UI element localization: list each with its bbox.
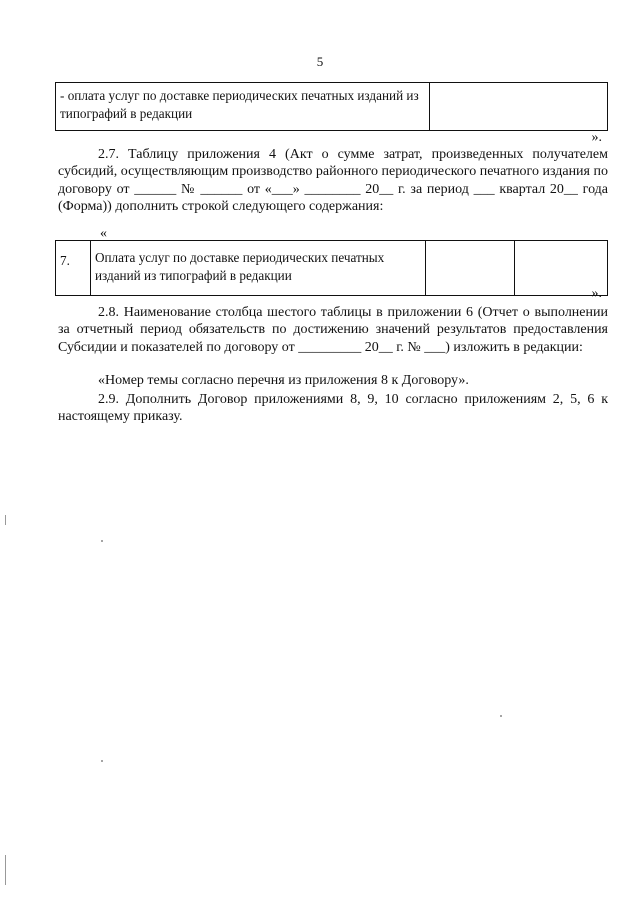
scan-speck bbox=[101, 760, 103, 762]
scan-edge-mark bbox=[5, 855, 6, 885]
scan-speck bbox=[500, 715, 502, 717]
paragraph-2-7: 2.7. Таблицу приложения 4 (Акт о сумме затрат, произведенных получателем субсидий, осуществляющим производство районного периодического печатного издания по договору от ______ № ______ от «___» ________ 20__ г. за период ___ квартал 20__ года (Форма)) дополнить строкой следующего содержания: bbox=[58, 147, 608, 215]
table-cell-text: Оплата услуг по доставке периодических печатных изданий из типографий в редакции bbox=[90, 241, 425, 296]
closing-quote: ». bbox=[591, 130, 602, 145]
table-cell-number: 7. bbox=[56, 241, 91, 296]
table-service-row-1 bbox=[55, 82, 608, 131]
table-row bbox=[56, 83, 608, 131]
table-cell-empty bbox=[430, 83, 608, 131]
scan-speck bbox=[101, 540, 103, 542]
paragraph-2-9: 2.9. Дополнить Договор приложениями 8, 9, 10 согласно приложениям 2, 5, 6 к настоящему приказу. bbox=[58, 392, 608, 425]
table-service-row-2 bbox=[55, 240, 608, 296]
table-cell-empty bbox=[426, 241, 515, 296]
table-cell-text: - оплата услуг по доставке периодических печатных изданий из типографий в редакции bbox=[56, 83, 430, 131]
table-row bbox=[56, 241, 608, 296]
closing-quote: ». bbox=[591, 286, 602, 301]
paragraph-2-8: 2.8. Наименование столбца шестого таблицы в приложении 6 (Отчет о выполнении за отчетный период обязательств по достижению значений результатов предоставления Субсидии и показателей по договору от _________ 20__ г. № ___) изложить в редакции: bbox=[58, 305, 608, 355]
scan-edge-mark bbox=[5, 515, 6, 525]
paragraph-2-8-quote: «Номер темы согласно перечня из приложения 8 к Договору». bbox=[98, 373, 469, 388]
opening-quote: « bbox=[100, 226, 107, 241]
page-number: 5 bbox=[316, 54, 324, 69]
